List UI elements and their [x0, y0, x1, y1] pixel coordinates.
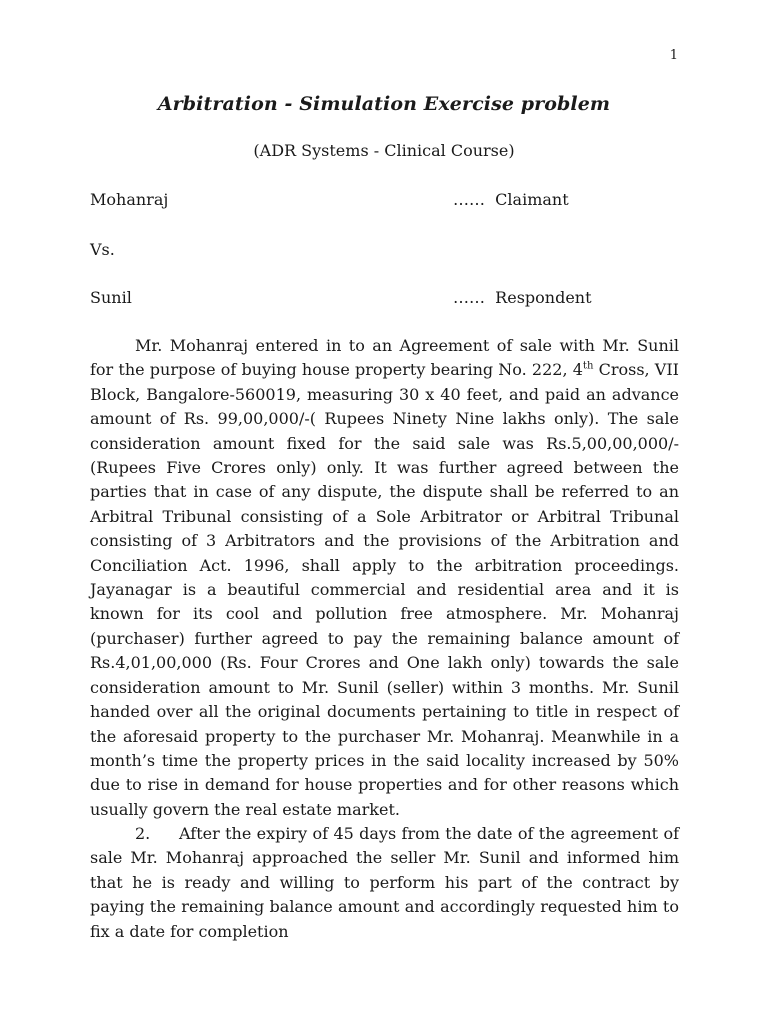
claimant-name: Mohanraj: [90, 190, 169, 209]
paragraph-1: [90, 334, 679, 822]
paragraph-1-text-a: Mr. Mohanraj entered in to an Agreement of sale with Mr. Sunil for the purpose of buying house property bearing No. 222, 4: [90, 336, 679, 380]
paragraph-2-number: 2.: [135, 824, 151, 843]
document-title: Arbitration - Simulation Exercise problem: [157, 93, 611, 115]
paragraph-1-text-b: Cross, VII Block, Bangalore-560019, measuring 30 x 40 feet, and paid an advance amount of Rs. 99,00,000/-( Rupees Ninety Nine lakhs only). The sale consideration amount fixed for the said sale was Rs.5,00,00,000/- (Rupees Five Crores only) only. It was further agreed between the parties that in case of any dispute, the dispute shall be referred to an Arbitral Tribunal consisting of a Sole Arbitrator or Arbitral Tribunal consisting of 3 Arbitrators and the provisions of the Arbitration and Conciliation Act. 1996, shall apply to the arbitration proceedings. Jayanagar is a beautiful commercial and residential area and it is known for its cool and pollution free atmosphere. Mr. Mohanraj (purchaser) further agreed to pay the remaining balance amount of Rs.4,01,00,000 (Rs. Four Crores and One lakh only) towards the sale consideration amount to Mr. Sunil (seller) within 3 months. Mr. Sunil handed over all the original documents pertaining to title in respect of the aforesaid property to the purchaser Mr. Mohanraj. Meanwhile in a month’s time the property prices in the said locality increased by 50% due to rise in demand for house properties and for other reasons which usually govern the real estate market.: [90, 360, 679, 819]
page-number: 1: [669, 48, 678, 63]
ordinal-suffix: th: [582, 361, 594, 373]
paragraph-2-text: After the expiry of 45 days from the date of the agreement of sale Mr. Mohanraj approached the seller Mr. Sunil and informed him that he is ready and willing to perform his part of the contract by paying the remaining balance amount and accordingly requested him to fix a date for completion: [90, 824, 679, 941]
paragraph-2: [90, 822, 679, 944]
respondent-name: Sunil: [90, 288, 132, 307]
claimant-role: …… Claimant: [453, 190, 569, 209]
respondent-role: …… Respondent: [453, 288, 592, 307]
document-subtitle: (ADR Systems - Clinical Course): [253, 141, 515, 160]
versus-label: Vs.: [90, 240, 115, 259]
